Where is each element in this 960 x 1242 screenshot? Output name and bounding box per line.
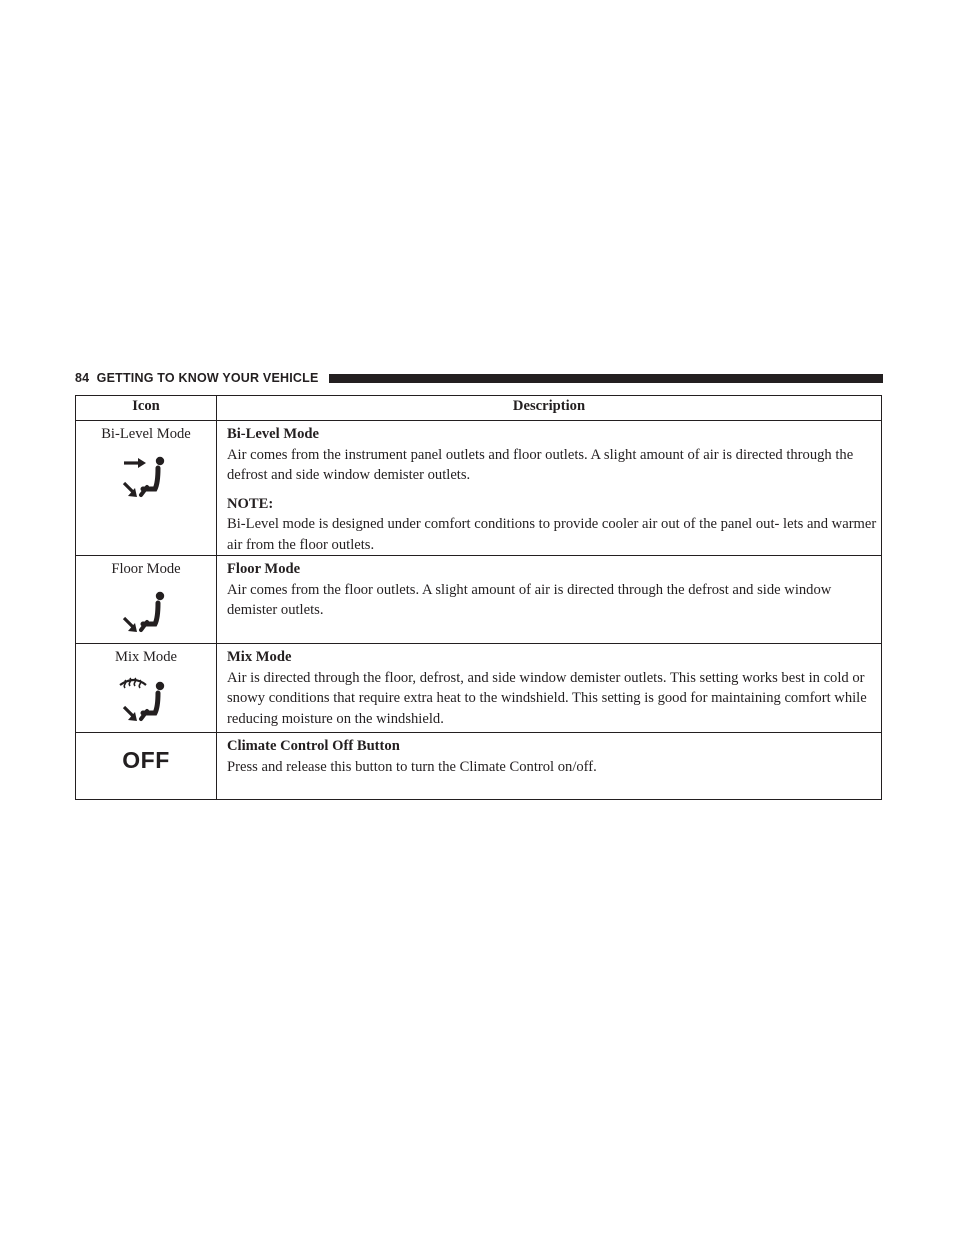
mode-label: Floor Mode (111, 561, 181, 577)
mode-label: Mix Mode (114, 649, 178, 665)
description-cell (217, 556, 882, 644)
mode-label: Bi-Level Mode (101, 426, 191, 442)
bi-level-mode-icon (114, 451, 178, 503)
table-row (76, 421, 882, 556)
note-title: NOTE: (227, 495, 274, 512)
description-text: Press and release this button to turn the Climate Control on/off. (227, 758, 597, 775)
description-cell (217, 733, 882, 800)
icon-cell (76, 556, 217, 644)
description-cell (217, 421, 882, 556)
icon-cell (76, 421, 217, 556)
description-title: Climate Control Off Button (227, 738, 400, 754)
column-header-icon: Icon (76, 396, 217, 421)
description-title: Floor Mode (227, 561, 301, 577)
section-title: GETTING TO KNOW YOUR VEHICLE (96, 371, 319, 385)
table-row (76, 556, 882, 644)
running-header (75, 371, 319, 385)
mix-mode-icon (114, 674, 178, 726)
table-header-row (76, 396, 882, 421)
description-title: Bi-Level Mode (227, 426, 320, 442)
page-header (75, 368, 883, 390)
icon-cell (76, 733, 217, 800)
off-icon: OFF (122, 747, 170, 773)
description-title: Mix Mode (227, 649, 292, 665)
description-text: Air is directed through the floor, defrost, and side window demister outlets. This setting works best in cold or snowy conditions that require extra heat to the windshield. This setting is good for maintaining comfort while reducing moisture on the windshield. (227, 669, 867, 727)
description-cell (217, 644, 882, 733)
icon-cell (76, 644, 217, 733)
header-rule (329, 374, 883, 383)
page-number: 84 (75, 371, 90, 385)
floor-mode-icon (114, 586, 178, 638)
column-header-description: Description (217, 396, 882, 421)
description-text: Air comes from the instrument panel outlets and floor outlets. A slight amount of air is directed through the defrost and side window demister outlets. (227, 446, 854, 483)
description-text: Air comes from the floor outlets. A slight amount of air is directed through the defrost and side window demister outlets. (227, 581, 832, 618)
note-text: Bi-Level mode is designed under comfort conditions to provide cooler air out of the panel out- lets and warmer air from the floor outlets. (227, 516, 877, 553)
table-row (76, 644, 882, 733)
table-row (76, 733, 882, 800)
climate-modes-table (75, 395, 882, 800)
